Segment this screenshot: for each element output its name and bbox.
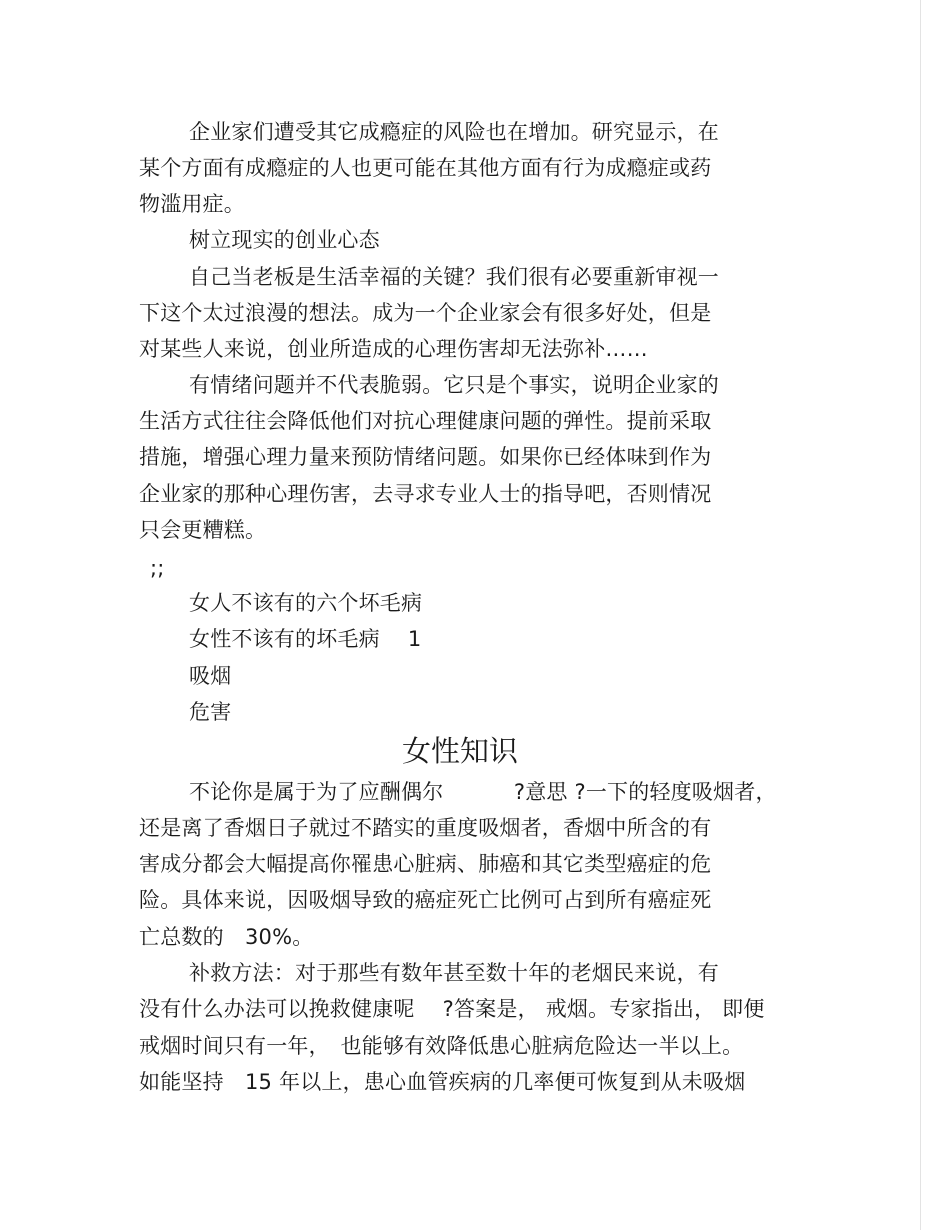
list-title: 女人不该有的六个坏毛病 (189, 591, 423, 615)
paragraph-line: 物滥用症。 (139, 192, 245, 216)
section-subtitle: 树立现实的创业心态 (189, 228, 380, 252)
paragraph-line: 对某些人来说，创业所造成的心理伤害却无法弥补…… (139, 337, 648, 361)
separator-mark: ;; (150, 556, 165, 580)
paragraph-line: 戒烟时间只有一年， 也能够有效降低患心脏病危险达一半以上。 (139, 1034, 744, 1058)
paragraph-line: 亡总数的 30%。 (139, 925, 314, 949)
page-heading: 女性知识 (401, 734, 518, 768)
paragraph-line: 企业家的那种心理伤害，去寻求专业人士的指导吧，否则情况 (139, 482, 712, 506)
paragraph-line: 补救方法：对于那些有数年甚至数十年的老烟民来说，有 (189, 961, 719, 985)
paragraph-line: 自己当老板是生活幸福的关键？我们很有必要重新审视一 (189, 265, 719, 289)
paragraph-line: 下这个太过浪漫的想法。成为一个企业家会有很多好处，但是 (139, 301, 712, 325)
paragraph-line: 如能坚持 15 年以上，患心血管疾病的几率便可恢复到从未吸烟 (139, 1070, 746, 1094)
paragraph-line: 生活方式往往会降低他们对抗心理健康问题的弹性。提前采取 (139, 409, 712, 433)
paragraph-line: 措施，增强心理力量来预防情绪问题。如果你已经体味到作为 (139, 445, 712, 469)
list-item: 吸烟 (189, 664, 232, 688)
list-item: 女性不该有的坏毛病 1 (189, 627, 422, 651)
paragraph-line: 不论你是属于为了应酬偶尔 ?意思 ?一下的轻度吸烟者， (189, 780, 777, 804)
paragraph-line: 只会更糟糕。 (139, 518, 267, 542)
paragraph-line: 还是离了香烟日子就过不踏实的重度吸烟者，香烟中所含的有 (139, 816, 712, 840)
paragraph-line: 某个方面有成瘾症的人也更可能在其他方面有行为成瘾症或药 (139, 156, 712, 180)
paragraph-line: 险。具体来说，因吸烟导致的癌症死亡比例可占到所有癌症死 (139, 888, 712, 912)
paragraph-line: 企业家们遭受其它成瘾症的风险也在增加。研究显示，在 (189, 120, 719, 144)
list-item: 危害 (189, 700, 232, 724)
page-edge-divider (920, 0, 921, 1230)
paragraph-line: 有情绪问题并不代表脆弱。它只是个事实，说明企业家的 (189, 373, 719, 397)
paragraph-line: 没有什么办法可以挽救健康呢 ?答案是， 戒烟。专家指出， 即便 (139, 997, 765, 1021)
paragraph-line: 害成分都会大幅提高你罹患心脏病、肺癌和其它类型癌症的危 (139, 852, 712, 876)
